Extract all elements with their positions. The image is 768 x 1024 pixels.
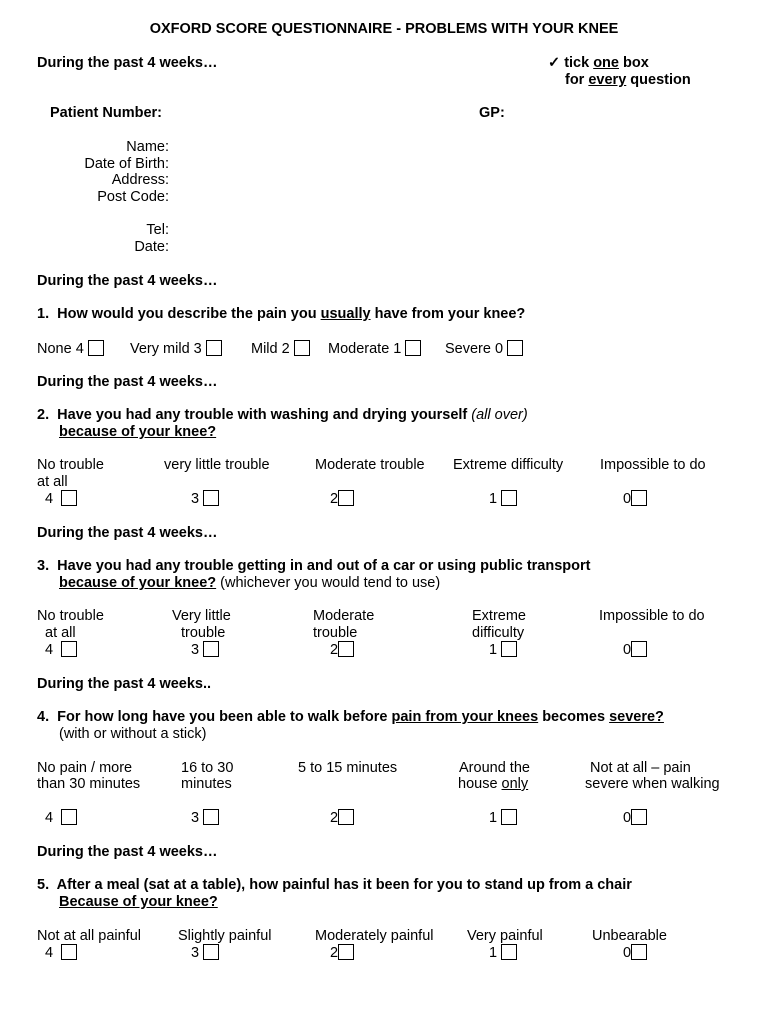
q5-score-label: 0 — [623, 945, 632, 961]
q3-score-4 — [45, 641, 77, 659]
q3-option-at-all: at all — [45, 625, 76, 641]
q5-score-4 — [45, 944, 77, 962]
q1-text-a: How would you describe the pain you — [57, 306, 321, 322]
q5-checkbox-1[interactable] — [501, 944, 517, 960]
page-title: OXFORD SCORE QUESTIONNAIRE - PROBLEMS WITH YOUR KNEE — [149, 21, 619, 37]
q2-score-2 — [330, 490, 354, 508]
instruction-box: box — [618, 55, 649, 71]
q3-option-extreme: Extreme — [472, 608, 526, 624]
q3-option-trouble: trouble — [181, 625, 226, 641]
patient-number-label: Patient Number: — [50, 105, 162, 121]
q4-score-0 — [623, 809, 647, 827]
q3-option-moderate-trouble: trouble — [313, 625, 358, 641]
date-label: Date: — [134, 239, 169, 255]
q5-checkbox-4[interactable] — [61, 944, 77, 960]
q2-score-3 — [191, 490, 219, 508]
q3-checkbox-4[interactable] — [61, 641, 77, 657]
q3-score-0 — [623, 641, 647, 659]
q3-checkbox-0[interactable] — [631, 641, 647, 657]
instruction-question: question — [626, 72, 691, 88]
q4-score-3 — [191, 809, 219, 827]
q4-number: 4. — [37, 709, 50, 725]
question-5 — [37, 877, 632, 894]
q4-score-label: 3 — [191, 810, 200, 826]
q5-text-a: After a meal (sat at a table), how painful has it been for you to stand up from a chair — [56, 877, 632, 893]
q2-text-because: because of your knee? — [59, 424, 217, 440]
q2-option-no-trouble: No trouble — [37, 457, 104, 473]
instruction-line-2 — [565, 72, 691, 89]
q3-score-3 — [191, 641, 219, 659]
q5-option-moderately: Moderately painful — [315, 928, 434, 944]
q1-checkbox-4[interactable] — [88, 340, 104, 356]
q4-option-5-15: 5 to 15 minutes — [298, 760, 398, 776]
q2-checkbox-3[interactable] — [203, 490, 219, 506]
q3-score-label: 0 — [623, 642, 632, 658]
q1-option-label: None 4 — [37, 341, 84, 357]
q5-option-not-at-all: Not at all painful — [37, 928, 141, 944]
question-3 — [37, 558, 590, 575]
q3-option-no-trouble: No trouble — [37, 608, 104, 624]
q2-checkbox-2[interactable] — [338, 490, 354, 506]
q4-score-1 — [489, 809, 517, 827]
q4-checkbox-3[interactable] — [203, 809, 219, 825]
dob-label: Date of Birth: — [84, 156, 169, 172]
q3-checkbox-3[interactable] — [203, 641, 219, 657]
q5-score-3 — [191, 944, 219, 962]
q4-checkbox-4[interactable] — [61, 809, 77, 825]
q1-checkbox-2[interactable] — [294, 340, 310, 356]
q1-checkbox-1[interactable] — [405, 340, 421, 356]
q5-option-unbearable: Unbearable — [592, 928, 667, 944]
q1-option-label: Moderate 1 — [328, 341, 402, 357]
period-heading-q1: During the past 4 weeks… — [37, 273, 218, 289]
q4-option-house-only — [458, 776, 528, 793]
q1-checkbox-0[interactable] — [507, 340, 523, 356]
q3-score-label: 3 — [191, 642, 200, 658]
q2-score-0 — [623, 490, 647, 508]
q4-option-not-at-all: Not at all – pain — [590, 760, 691, 776]
instruction-every: every — [588, 72, 627, 88]
q5-score-label: 1 — [489, 945, 498, 961]
q5-checkbox-3[interactable] — [203, 944, 219, 960]
postcode-label: Post Code: — [97, 189, 169, 205]
q4-score-label: 1 — [489, 810, 498, 826]
address-label: Address: — [111, 172, 169, 188]
q3-number: 3. — [37, 558, 50, 574]
instruction-one: one — [593, 55, 619, 71]
q2-score-4 — [45, 490, 77, 508]
q4-text-b: becomes — [538, 709, 610, 725]
q1-option-severe — [445, 340, 523, 358]
q4-score-label: 4 — [45, 810, 54, 826]
q4-option-severe-walking: severe when walking — [585, 776, 720, 792]
q2-score-label: 0 — [623, 491, 632, 507]
q2-score-label: 2 — [330, 491, 339, 507]
name-label: Name: — [126, 139, 169, 155]
q3-text-because: because of your knee? — [59, 575, 217, 591]
q1-checkbox-3[interactable] — [206, 340, 222, 356]
q1-option-none — [37, 340, 104, 358]
q2-option-moderate: Moderate trouble — [315, 457, 425, 473]
q5-option-slightly: Slightly painful — [178, 928, 272, 944]
q1-option-label: Very mild 3 — [130, 341, 202, 357]
q4-option-minutes: minutes — [181, 776, 232, 792]
period-heading: During the past 4 weeks… — [37, 55, 218, 71]
q2-score-1 — [489, 490, 517, 508]
q3-score-1 — [489, 641, 517, 659]
q3-option-impossible: Impossible to do — [599, 608, 705, 624]
question-1 — [37, 306, 525, 323]
q3-score-label: 4 — [45, 642, 54, 658]
q3-score-label: 1 — [489, 642, 498, 658]
q4-text-stick: (with or without a stick) — [59, 726, 207, 742]
q4-text-pain: pain from your knees — [391, 709, 539, 725]
q3-score-2 — [330, 641, 354, 659]
q4-option-16-30: 16 to 30 — [181, 760, 234, 776]
q2-option-impossible: Impossible to do — [600, 457, 706, 473]
q4-option-house: house — [458, 776, 502, 792]
q2-text-a: Have you had any trouble with washing and drying yourself — [57, 407, 472, 423]
question-2 — [37, 407, 528, 424]
q1-option-label: Severe 0 — [445, 341, 504, 357]
q2-score-label: 1 — [489, 491, 498, 507]
q3-checkbox-1[interactable] — [501, 641, 517, 657]
q3-option-moderate: Moderate — [313, 608, 375, 624]
q4-text-a: For how long have you been able to walk before — [57, 709, 392, 725]
q5-score-label: 3 — [191, 945, 200, 961]
q5-checkbox-2[interactable] — [338, 944, 354, 960]
period-heading-q3: During the past 4 weeks… — [37, 525, 218, 541]
q5-score-1 — [489, 944, 517, 962]
q4-option-around: Around the — [459, 760, 530, 776]
q4-option-no-pain: No pain / more — [37, 760, 133, 776]
q2-text-all-over: (all over) — [471, 407, 528, 423]
q2-option-very-little: very little trouble — [164, 457, 270, 473]
q5-option-very: Very painful — [467, 928, 543, 944]
q3-checkbox-2[interactable] — [338, 641, 354, 657]
q3-option-very-little: Very little — [172, 608, 231, 624]
period-heading-q5: During the past 4 weeks… — [37, 844, 218, 860]
q4-option-than-30: than 30 minutes — [37, 776, 141, 792]
q4-score-label: 0 — [623, 810, 632, 826]
q1-number: 1. — [37, 306, 50, 322]
q1-option-moderate — [328, 340, 421, 358]
tel-label: Tel: — [146, 222, 169, 238]
checkmark-icon: ✓ — [548, 55, 561, 71]
q2-checkbox-4[interactable] — [61, 490, 77, 506]
q2-checkbox-1[interactable] — [501, 490, 517, 506]
q2-number: 2. — [37, 407, 50, 423]
q4-checkbox-0[interactable] — [631, 809, 647, 825]
q5-score-0 — [623, 944, 647, 962]
instruction-line-1 — [548, 55, 649, 72]
q5-text-because: Because of your knee? — [59, 894, 218, 910]
q3-option-difficulty: difficulty — [472, 625, 525, 641]
q4-option-only: only — [501, 776, 529, 792]
instruction-tick: tick — [564, 55, 594, 71]
q1-text-b: have from your knee? — [370, 306, 526, 322]
q5-score-2 — [330, 944, 354, 962]
q2-option-extreme: Extreme difficulty — [453, 457, 564, 473]
question-4 — [37, 709, 664, 726]
q1-option-very-mild — [130, 340, 222, 358]
instruction-for: for — [565, 72, 589, 88]
q2-checkbox-0[interactable] — [631, 490, 647, 506]
q3-score-label: 2 — [330, 642, 339, 658]
q5-score-label: 2 — [330, 945, 339, 961]
q4-checkbox-2[interactable] — [338, 809, 354, 825]
q4-score-4 — [45, 809, 77, 827]
q1-option-label: Mild 2 — [251, 341, 290, 357]
q1-text-usually: usually — [320, 306, 371, 322]
q5-number: 5. — [37, 877, 50, 893]
period-heading-q4: During the past 4 weeks.. — [37, 676, 212, 692]
q3-text-a: Have you had any trouble getting in and out of a car or using public transport — [57, 558, 591, 574]
q2-option-at-all: at all — [37, 474, 68, 490]
q5-score-label: 4 — [45, 945, 54, 961]
q4-score-2 — [330, 809, 354, 827]
gp-label: GP: — [479, 105, 505, 121]
q4-checkbox-1[interactable] — [501, 809, 517, 825]
q3-text-b: (whichever you would tend to use) — [216, 575, 441, 591]
q2-score-label: 4 — [45, 491, 54, 507]
q4-text-severe: severe? — [609, 709, 664, 725]
q5-checkbox-0[interactable] — [631, 944, 647, 960]
period-heading-q2: During the past 4 weeks… — [37, 374, 218, 390]
q2-score-label: 3 — [191, 491, 200, 507]
q3-text-line-2 — [59, 575, 440, 592]
q4-score-label: 2 — [330, 810, 339, 826]
q1-option-mild — [251, 340, 310, 358]
